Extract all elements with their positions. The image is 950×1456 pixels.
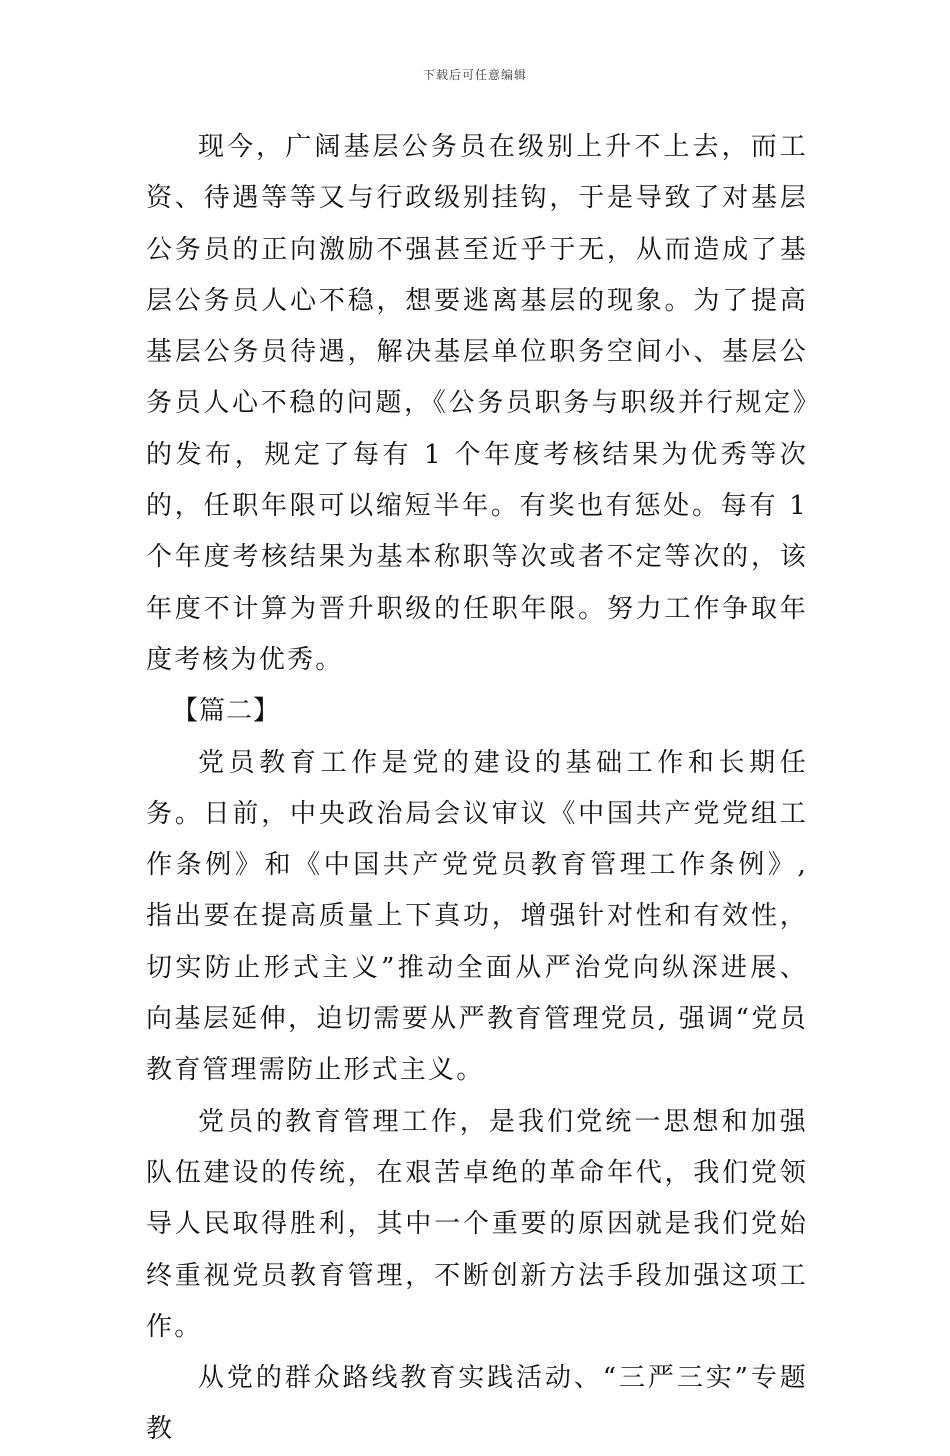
section-heading: 【篇二】 — [172, 696, 281, 727]
paragraph-continuation: 从党的群众路线教育实践活动、“三严三实”专题教 — [146, 1363, 808, 1445]
paragraph-tradition: 党员的教育管理工作，是我们党统一思想和加强队伍建设的传统，在艰苦卓绝的革命年代，我们党领导人民取得胜利，其中一个重要的原因就是我们党始终重视党员教育管理，不断创新方法手段加强这项工作。 — [146, 1106, 808, 1342]
paragraph-intro: 现今，广阔基层公务员在级别上升不上去，而工资、待遇等等又与行政级别挂钩，于是导致了对基层公务员的正向激励不强甚至近乎于无，从而造成了基层公务员人心不稳，想要逃离基层的现象。为了提高基层公务员待遇，解决基层单位职务空间小、基层公务员人心不稳的问题，《公务员职务与职级并行规定》的发布，规定了每有 1 个年度考核结果为优秀等次的，任职年限可以缩短半年。有奖也有惩处。每有 1 个年度考核结果为基本称职等次或者不定等次的，该年度不计算为晋升职级的任职年限。努力工作争取年度考核为优秀。 — [146, 132, 808, 675]
paragraph-party-education: 党员教育工作是党的建设的基础工作和长期任务。日前，中央政治局会议审议《中国共产党党组工作条例》和《中国共产党党员教育管理工作条例》, 指出要在提高质量上下真功，增强针对性和有效性，切实防止形式主义”推动全面从严治党向纵深进展、向基层延伸，迫切需要从严教育管理党员, 强调“党员教育管理需防止形式主义。 — [146, 747, 808, 1086]
document-body — [146, 122, 808, 1456]
header-note: 下载后可任意编辑 — [422, 68, 527, 82]
